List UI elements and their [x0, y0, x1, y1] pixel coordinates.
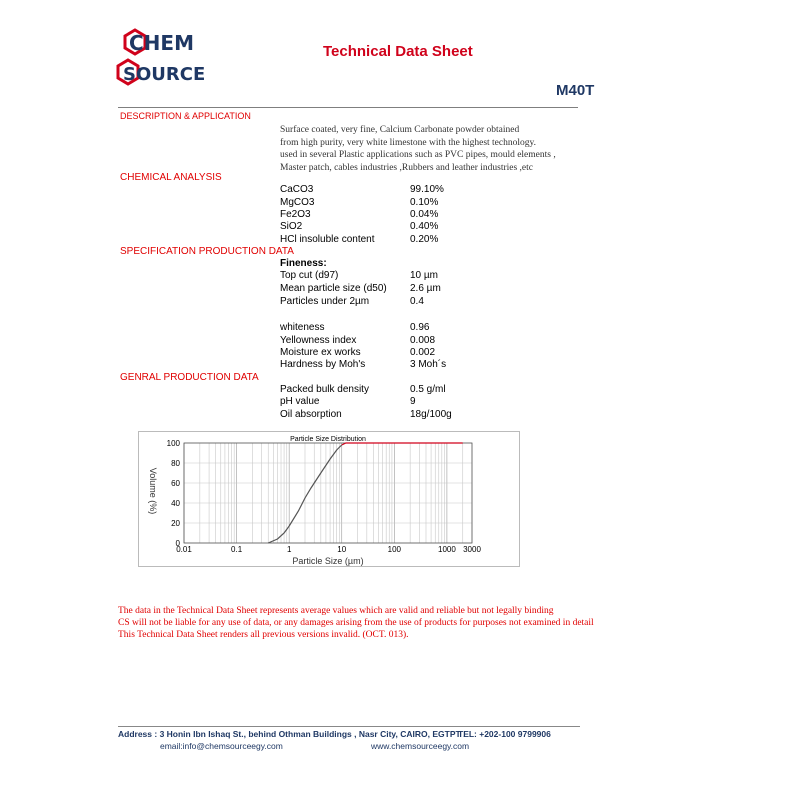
description-line: Surface coated, very fine, Calcium Carbonate powder obtained	[280, 125, 520, 135]
chart-y-tick-label: 80	[171, 459, 180, 468]
spec-value: 3 Moh´s	[410, 359, 447, 370]
spec-value: 2.6 µm	[410, 283, 441, 294]
spec-value: 0.008	[410, 335, 436, 346]
spec-label: whiteness	[280, 322, 325, 333]
chem-value: 99.10%	[410, 184, 444, 195]
spec-label: Yellowness index	[280, 335, 357, 346]
spec-label: Hardness by Moh's	[280, 359, 366, 370]
page-title: Technical Data Sheet	[323, 43, 473, 60]
spec-label: Particles under 2µm	[280, 296, 370, 307]
chem-label: Fe2O3	[280, 209, 311, 220]
chart-x-tick-label: 1000	[438, 545, 456, 554]
description-line: used in several Plastic applications such as PVC pipes, mould elements ,	[280, 150, 556, 160]
product-code: M40T	[556, 82, 595, 99]
general-label: pH value	[280, 396, 320, 407]
chart-x-tick-label: 10	[337, 545, 347, 554]
chart-x-tick-label: 1	[286, 545, 292, 554]
spec-label: Top cut (d97)	[280, 270, 339, 281]
disclaimer-note: The data in the Technical Data Sheet represents average values which are valid and reliable but not legally binding	[118, 606, 554, 616]
spec-label: Mean particle size (d50)	[280, 283, 387, 294]
chart-x-tick-label: 100	[387, 545, 402, 554]
chart-y-tick-label: 0	[175, 539, 180, 548]
description-line: Master patch, cables industries ,Rubbers and leather industries ,etc	[280, 162, 533, 173]
general-value: 9	[410, 396, 416, 407]
footer-website[interactable]: www.chemsourceegy.com	[371, 741, 470, 751]
footer-tel: TEL: +202-100 9799906	[458, 729, 551, 739]
chem-value: 0.40%	[410, 221, 439, 232]
chart-title: Particle Size Distribution	[290, 436, 366, 443]
spec-label: Moisture ex works	[280, 347, 361, 358]
chem-label: HCl insoluble content	[280, 234, 375, 245]
chem-label: SiO2	[280, 221, 303, 232]
chem-label: MgCO3	[280, 197, 315, 208]
chart-x-tick-label: 0.01	[176, 545, 192, 554]
chart-x-tick-label: 0.1	[231, 545, 243, 554]
chem-label: CaCO3	[280, 184, 314, 195]
chem-value: 0.20%	[410, 234, 439, 245]
chart-y-tick-label: 20	[171, 519, 180, 528]
footer-email[interactable]: email:info@chemsourceegy.com	[160, 741, 283, 751]
spec-value: 10 µm	[410, 270, 438, 281]
chart-y-tick-label: 60	[171, 479, 180, 488]
description-text	[280, 124, 600, 174]
general-label: Oil absorption	[280, 409, 342, 420]
chem-source-logo	[115, 28, 215, 88]
chart-x-axis-label: Particle Size (µm)	[292, 556, 364, 566]
footer-divider	[118, 726, 580, 727]
general-value: 0.5 g/ml	[410, 384, 446, 395]
chart-y-tick-label: 40	[171, 499, 180, 508]
specification-heading: SPECIFICATION PRODUCTION DATA	[120, 246, 294, 257]
fineness-label: Fineness:	[280, 258, 327, 269]
description-heading: DESCRIPTION & APPLICATION	[120, 111, 251, 121]
chart-y-tick-label: 100	[166, 439, 180, 448]
disclaimer-note: CS will not be liable for any use of data, or any damages arising from the use of products for purposes not examined in detail	[118, 618, 594, 628]
spec-value: 0.96	[410, 322, 430, 333]
chem-value: 0.10%	[410, 197, 439, 208]
chart-x-tick-label: 3000	[463, 545, 481, 554]
header-divider	[118, 107, 578, 108]
chem-value: 0.04%	[410, 209, 439, 220]
disclaimer-note: This Technical Data Sheet renders all previous versions invalid. (OCT. 013).	[118, 630, 409, 640]
general-heading: GENRAL PRODUCTION DATA	[120, 372, 259, 383]
logo-line2: SOURCE	[123, 64, 206, 85]
general-label: Packed bulk density	[280, 384, 369, 395]
logo-line1: CHEM	[129, 31, 194, 55]
spec-value: 0.002	[410, 347, 436, 358]
particle-size-chart	[138, 431, 520, 567]
spec-value: 0.4	[410, 296, 424, 307]
footer-address: Address : 3 Honin Ibn Ishaq St., behind Othman Buildings , Nasr City, CAIRO, EGTPT .	[118, 729, 466, 739]
general-value: 18g/100g	[410, 409, 452, 420]
description-line: from high purity, very white limestone with the highest technology.	[280, 137, 537, 148]
chart-y-axis-label: Volume (%)	[148, 467, 158, 515]
chemical-analysis-heading: CHEMICAL ANALYSIS	[120, 172, 222, 183]
